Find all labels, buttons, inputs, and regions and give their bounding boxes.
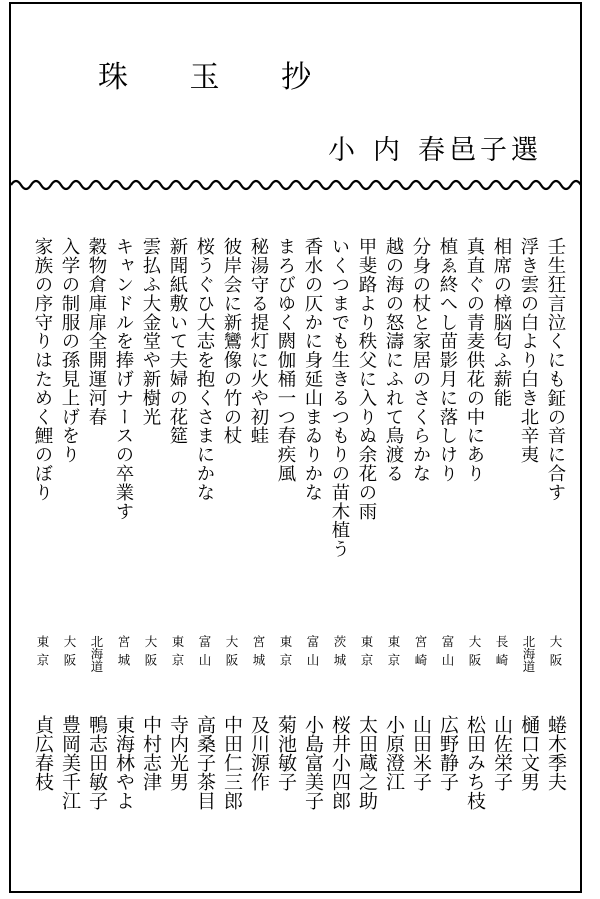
poet-name: 東海林やよ — [113, 715, 135, 810]
prefecture: 東京 — [278, 635, 293, 672]
prefecture: 茨城 — [332, 635, 347, 672]
prefecture: 宮城 — [251, 635, 266, 672]
haiku-text: 家族の序守りはためく鯉のぼり — [32, 237, 53, 502]
poet-name: 樋口文男 — [518, 715, 540, 791]
haiku-text: 雲払ふ大金堂や新樹光 — [140, 237, 161, 426]
page-title: 珠 玉 抄 — [98, 60, 338, 95]
haiku-grid — [20, 237, 580, 897]
haiku-text: まろびゆく閼伽桶一つ春疾風 — [275, 237, 296, 483]
prefecture: 大阪 — [143, 635, 158, 672]
prefecture: 富山 — [440, 635, 455, 672]
poet-name: 中田仁三郎 — [221, 715, 243, 810]
haiku-text: いくつまでも生きるつもりの苗木植う — [329, 237, 350, 559]
poet-name: 山田米子 — [410, 715, 432, 791]
poet-name: 高桑子茶目 — [194, 715, 216, 810]
prefecture: 長崎 — [494, 635, 509, 672]
prefecture: 東京 — [170, 635, 185, 672]
haiku-text: 桜うぐひ大志を抱くさまにかな — [194, 237, 215, 502]
haiku-text: 新聞紙敷いて夫婦の花筵 — [167, 237, 188, 445]
haiku-text: 彼岸会に新鸞像の竹の杖 — [221, 237, 242, 445]
prefecture: 北海道 — [89, 635, 104, 673]
poet-name: 蜷木季夫 — [545, 715, 567, 791]
prefecture: 北海道 — [521, 635, 536, 673]
prefecture: 大阪 — [224, 635, 239, 672]
poet-name: 寺内光男 — [167, 715, 189, 791]
poet-name: 豊岡美千江 — [59, 715, 81, 810]
poet-name: 山佐栄子 — [491, 715, 513, 791]
poet-name: 中村志津 — [140, 715, 162, 791]
haiku-text: 浮き雲の白より白き北辛夷 — [518, 237, 539, 464]
haiku-text: 香水の仄かに身延山まゐりかな — [302, 237, 323, 502]
haiku-text: 真直ぐの青麦供花の中にあり — [464, 237, 485, 483]
haiku-text: 越の海の怒濤にふれて鳥渡る — [383, 237, 404, 483]
prefecture: 富山 — [197, 635, 212, 672]
haiku-text: 甲斐路より秩父に入りぬ余花の雨 — [356, 237, 377, 521]
wavy-divider — [11, 177, 580, 193]
poet-name: 鴨志田敏子 — [86, 715, 108, 810]
poet-name: 松田みち枝 — [464, 715, 486, 810]
prefecture: 大阪 — [548, 635, 563, 672]
haiku-text: 分身の杖と家居のさくらかな — [410, 237, 431, 483]
haiku-text: 植ゑ終へし苗影月に落しけり — [437, 237, 458, 483]
poet-name: 貞広春枝 — [32, 715, 54, 791]
prefecture: 宮城 — [116, 635, 131, 672]
haiku-text: 秘湯守る提灯に火や初蛙 — [248, 237, 269, 445]
haiku-text: 穀物倉庫扉全開運河春 — [86, 237, 107, 426]
poet-name: 菊池敏子 — [275, 715, 297, 791]
prefecture: 東京 — [35, 635, 50, 672]
selector-affiliation: 小内 — [328, 135, 418, 166]
poet-name: 小島富美子 — [302, 715, 324, 810]
haiku-text: 相席の樟脳匂ふ薪能 — [491, 237, 512, 408]
poet-name: 小原澄江 — [383, 715, 405, 791]
poet-name: 及川源作 — [248, 715, 270, 791]
haiku-text: キャンドルを捧げナースの卒業す — [113, 237, 134, 521]
prefecture: 大阪 — [467, 635, 482, 672]
prefecture: 宮崎 — [413, 635, 428, 672]
prefecture: 東京 — [386, 635, 401, 672]
poet-name: 広野静子 — [437, 715, 459, 791]
haiku-text: 入学の制服の孫見上げをり — [59, 237, 80, 464]
prefecture: 東京 — [359, 635, 374, 672]
selector-line — [328, 128, 542, 167]
poet-name: 桜井小四郎 — [329, 715, 351, 810]
poet-name: 太田蔵之助 — [356, 715, 378, 810]
selector-name: 春邑子選 — [418, 135, 542, 166]
prefecture: 大阪 — [62, 635, 77, 672]
prefecture: 富山 — [305, 635, 320, 672]
haiku-text: 壬生狂言泣くにも鉦の音に合す — [545, 237, 566, 502]
